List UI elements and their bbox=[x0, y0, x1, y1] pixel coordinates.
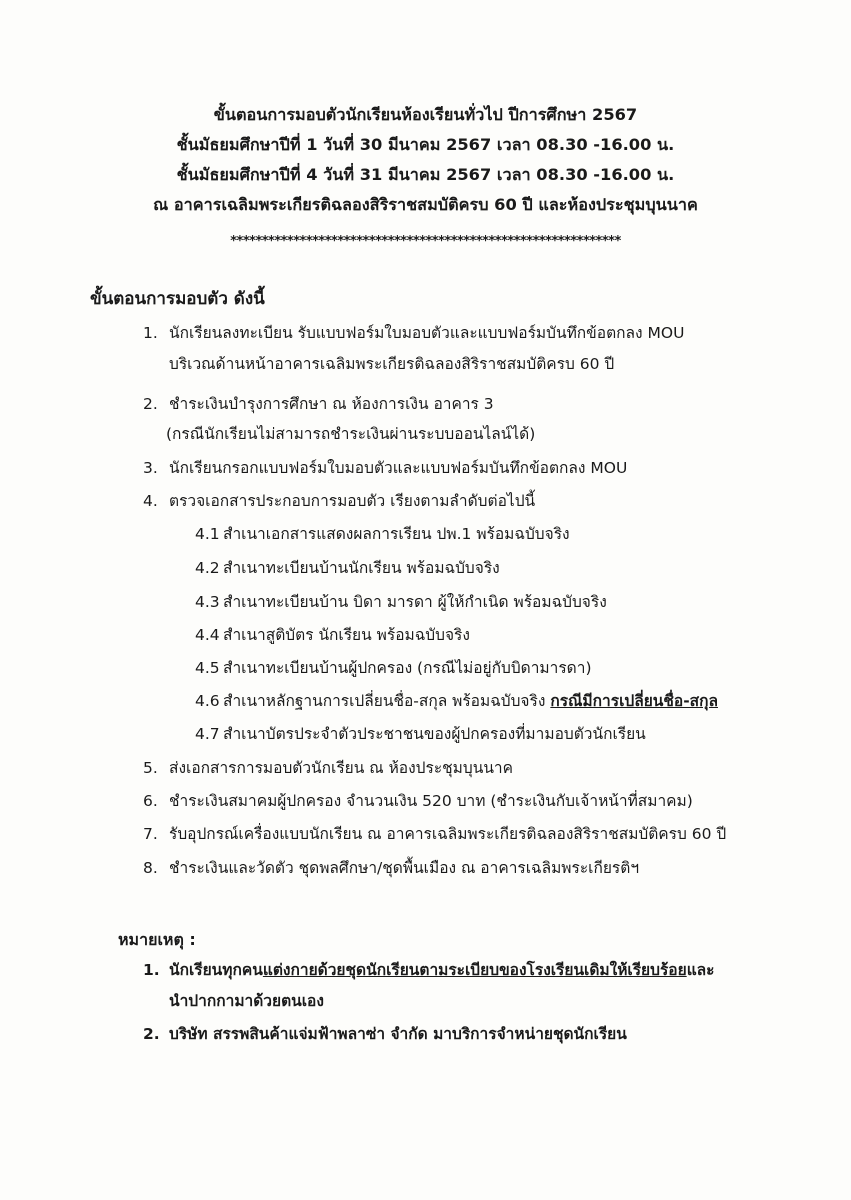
step-text: นักเรียนกรอกแบบฟอร์มใบมอบตัวและแบบฟอร์มบันทึกข้อตกลง MOU bbox=[169, 459, 628, 477]
step-text: ชำระเงินสมาคมผู้ปกครอง จำนวนเงิน 520 บาท (ชำระเงินกับเจ้าหน้าที่สมาคม) bbox=[169, 792, 693, 810]
step-number: 8. bbox=[143, 859, 158, 877]
step-5 bbox=[143, 756, 513, 780]
note-2 bbox=[143, 1022, 627, 1046]
step-4 bbox=[143, 489, 535, 513]
header-m4-date: ชั้นมัธยมศึกษาปีที่ 4 วันที่ 31 มีนาคม 2567 เวลา 08.30 -16.00 น. bbox=[176, 165, 675, 184]
step-2-continued: (กรณีนักเรียนไม่สามารถชำระเงินผ่านระบบออนไลน์ได้) bbox=[166, 425, 536, 443]
substep-emphasis: กรณีมีการเปลี่ยนชื่อ-สกุล bbox=[550, 692, 718, 710]
header-title: ขั้นตอนการมอบตัวนักเรียนห้องเรียนทั่วไป ปีการศึกษา 2567 bbox=[213, 105, 638, 124]
step-8 bbox=[143, 856, 639, 880]
step-4-6 bbox=[195, 689, 718, 713]
step-4-2 bbox=[195, 556, 500, 580]
substep-text: สำเนาหลักฐานการเปลี่ยนชื่อ-สกุล พร้อมฉบับจริง bbox=[223, 692, 551, 710]
step-2 bbox=[143, 392, 494, 416]
substep-text: สำเนาทะเบียนบ้านผู้ปกครอง (กรณีไม่อยู่กับบิดามารดา) bbox=[223, 659, 592, 677]
header-location: ณ อาคารเฉลิมพระเกียรติฉลองสิริราชสมบัติครบ 60 ปี และห้องประชุมบุนนาค bbox=[153, 195, 698, 214]
step-6 bbox=[143, 789, 693, 813]
step-4-5 bbox=[195, 656, 592, 680]
step-text: รับอุปกรณ์เครื่องแบบนักเรียน ณ อาคารเฉลิมพระเกียรติฉลองสิริราชสมบัติครบ 60 ปี bbox=[169, 825, 727, 843]
step-number: 6. bbox=[143, 792, 158, 810]
step-number: 2. bbox=[143, 395, 158, 413]
note-number: 2. bbox=[143, 1025, 160, 1043]
step-4-1 bbox=[195, 522, 570, 546]
note-text: บริษัท สรรพสินค้าแจ่มฟ้าพลาซ่า จำกัด มาบริการจำหน่ายชุดนักเรียน bbox=[169, 1025, 627, 1043]
step-number: 5. bbox=[143, 759, 158, 777]
step-text: ตรวจเอกสารประกอบการมอบตัว เรียงตามลำดับต่อไปนี้ bbox=[169, 492, 536, 510]
step-7 bbox=[143, 822, 726, 846]
step-text: ชำระเงินบำรุงการศึกษา ณ ห้องการเงิน อาคาร 3 bbox=[169, 395, 494, 413]
substep-text: สำเนาทะเบียนบ้านนักเรียน พร้อมฉบับจริง bbox=[223, 559, 500, 577]
substep-text: สำเนาทะเบียนบ้าน บิดา มารดา ผู้ให้กำเนิด พร้อมฉบับจริง bbox=[223, 593, 607, 611]
step-text: ส่งเอกสารการมอบตัวนักเรียน ณ ห้องประชุมบุนนาค bbox=[169, 759, 513, 777]
substep-text: สำเนาบัตรประจำตัวประชาชนของผู้ปกครองที่มามอบตัวนักเรียน bbox=[223, 725, 646, 743]
substep-number: 4.7 bbox=[195, 725, 220, 743]
substep-text: สำเนาสูติบัตร นักเรียน พร้อมฉบับจริง bbox=[223, 626, 470, 644]
header-m1-date: ชั้นมัธยมศึกษาปีที่ 1 วันที่ 30 มีนาคม 2567 เวลา 08.30 -16.00 น. bbox=[176, 135, 675, 154]
substep-number: 4.5 bbox=[195, 659, 220, 677]
note-text: นักเรียนทุกคน bbox=[169, 961, 263, 979]
step-3 bbox=[143, 456, 627, 480]
step-number: 3. bbox=[143, 459, 158, 477]
star-divider: ************************************************************** bbox=[230, 234, 621, 249]
step-number: 4. bbox=[143, 492, 158, 510]
step-1-continued: บริเวณด้านหน้าอาคารเฉลิมพระเกียรติฉลองสิริราชสมบัติครบ 60 ปี bbox=[169, 355, 615, 373]
step-1 bbox=[143, 321, 684, 345]
substep-number: 4.4 bbox=[195, 626, 220, 644]
note-1 bbox=[143, 958, 715, 982]
steps-title: ขั้นตอนการมอบตัว ดังนี้ bbox=[90, 289, 265, 309]
substep-number: 4.6 bbox=[195, 692, 220, 710]
note-text-end: และ bbox=[686, 961, 715, 979]
step-text: ชำระเงินและวัดตัว ชุดพลศึกษา/ชุดพื้นเมือง ณ อาคารเฉลิมพระเกียรติฯ bbox=[169, 859, 640, 877]
substep-text: สำเนาเอกสารแสดงผลการเรียน ปพ.1 พร้อมฉบับจริง bbox=[223, 525, 570, 543]
step-4-4 bbox=[195, 623, 470, 647]
step-4-7 bbox=[195, 722, 646, 746]
substep-number: 4.3 bbox=[195, 593, 220, 611]
step-text: นักเรียนลงทะเบียน รับแบบฟอร์มใบมอบตัวและแบบฟอร์มบันทึกข้อตกลง MOU bbox=[169, 324, 685, 342]
notes-title: หมายเหตุ : bbox=[118, 930, 196, 949]
substep-number: 4.1 bbox=[195, 525, 220, 543]
note-number: 1. bbox=[143, 961, 160, 979]
step-4-3 bbox=[195, 590, 607, 614]
note-1-continued: นำปากกามาด้วยตนเอง bbox=[169, 992, 324, 1010]
document-header bbox=[0, 100, 851, 220]
step-number: 7. bbox=[143, 825, 158, 843]
step-number: 1. bbox=[143, 324, 158, 342]
substep-number: 4.2 bbox=[195, 559, 220, 577]
note-underlined-text: แต่งกายด้วยชุดนักเรียนตามระเบียบของโรงเรียนเดิมให้เรียบร้อย bbox=[262, 961, 687, 979]
